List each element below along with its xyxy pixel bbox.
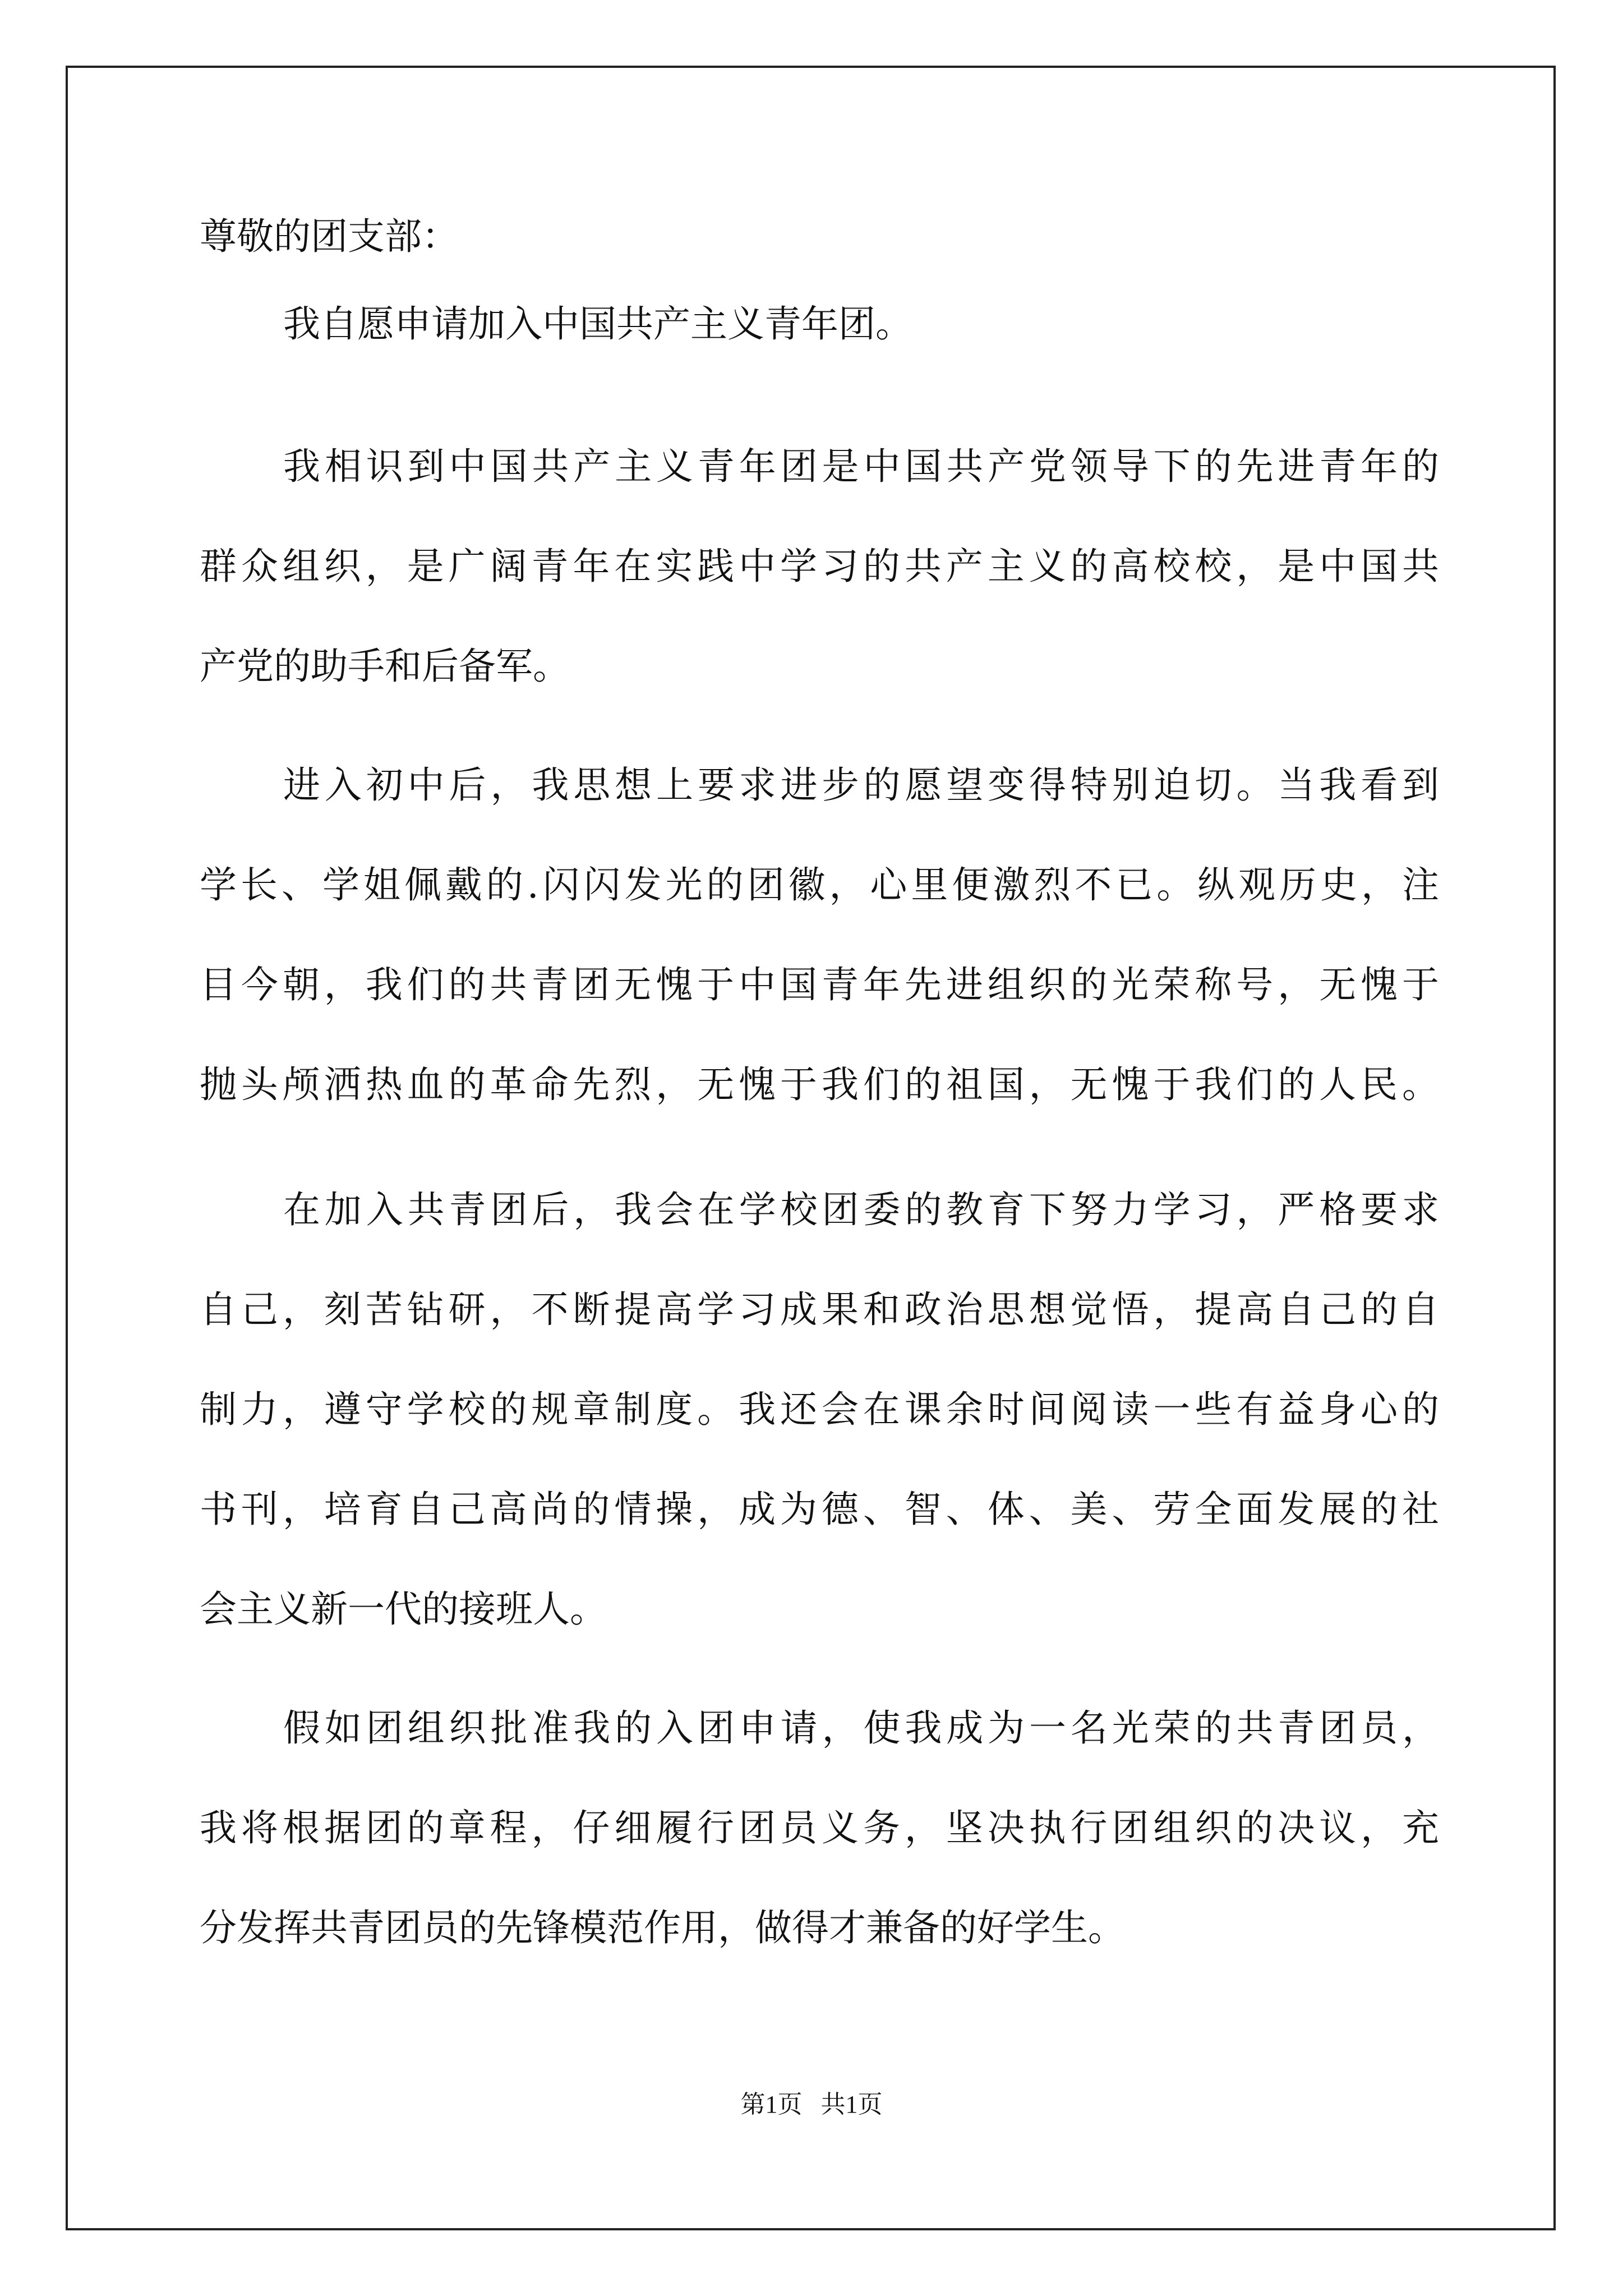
paragraph-line: 我自愿申请加入中国共产主义青年团。 — [283, 302, 912, 346]
salutation: 尊敬的团支部： — [200, 215, 459, 258]
paragraph-line: 在加入共青团后，我会在学校团委的教育下努力学习，严格要求 — [283, 1188, 1439, 1231]
paragraph-line: 会主义新一代的接班人。 — [200, 1588, 607, 1631]
paragraph-line: 群众组织，是广阔青年在实践中学习的共产主义的高校校，是中国共 — [200, 545, 1439, 588]
paragraph-line: 抛头颅洒热血的革命先烈，无愧于我们的祖国，无愧于我们的人民。 — [200, 1063, 1439, 1106]
paragraph-line: 分发挥共青团员的先锋模范作用，做得才兼备的好学生。 — [200, 1906, 1125, 1949]
paragraph-line: 书刊，培育自己高尚的情操，成为德、智、体、美、劳全面发展的社 — [200, 1488, 1439, 1531]
page-number-footer: 第1页 共1页 — [740, 2091, 883, 2118]
paragraph-line: 学长、学姐佩戴的.闪闪发光的团徽，心里便激烈不已。纵观历史，注 — [200, 863, 1439, 907]
paragraph-line: 目今朝，我们的共青团无愧于中国青年先进组织的光荣称号，无愧于 — [200, 963, 1439, 1006]
paragraph-line: 产党的助手和后备军。 — [200, 645, 570, 688]
paragraph-line: 自己，刻苦钻研，不断提高学习成果和政治思想觉悟，提高自己的自 — [200, 1288, 1439, 1331]
paragraph-line: 我将根据团的章程，仔细履行团员义务，坚决执行团组织的决议，充 — [200, 1806, 1439, 1849]
paragraph-line: 制力，遵守学校的规章制度。我还会在课余时间阅读一些有益身心的 — [200, 1388, 1439, 1431]
paragraph-line: 我相识到中国共产主义青年团是中国共产党领导下的先进青年的 — [283, 445, 1439, 488]
paragraph-line: 进入初中后，我思想上要求进步的愿望变得特别迫切。当我看到 — [283, 763, 1439, 807]
paragraph-line: 假如团组织批准我的入团申请，使我成为一名光荣的共青团员， — [283, 1706, 1439, 1750]
